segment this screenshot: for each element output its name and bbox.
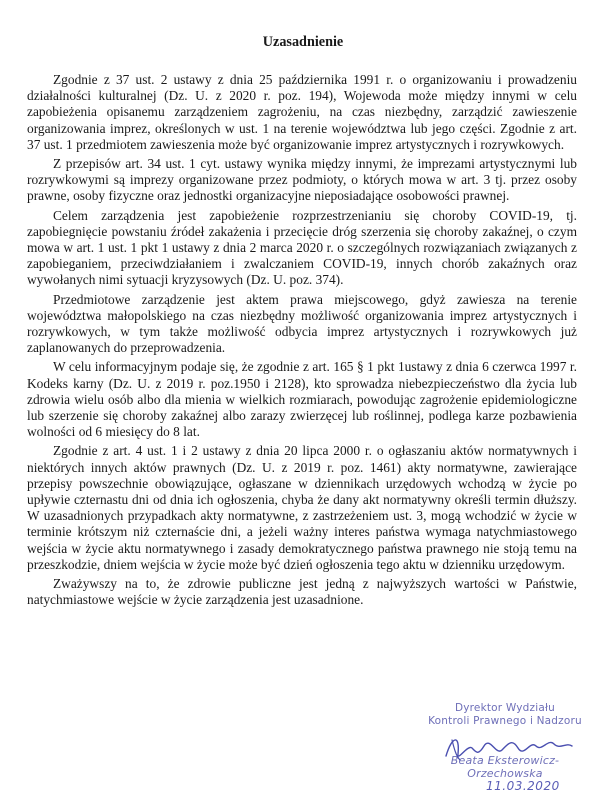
paragraph: W celu informacyjnym podaje się, że zgodnie z art. 165 § 1 pkt 1ustawy z dnia 6 czerwca 1997 r. Kodeks karny (Dz. U. z 2019 r. poz.1950 i 2128), kto sprowadza niebezpieczeństwo dla życia lub zdrowia wielu osób albo dla mienia w wielkich rozmiarach, powodując zagrożenie epidemiologiczne lub szerzenie się choroby zakaźnej albo zarazy zwierzęcej lub roślinnej, podlega karze pozbawienia wolności od 6 miesięcy do 8 lat. xyxy=(27,359,577,440)
document-title: Uzasadnienie xyxy=(262,34,344,50)
paragraph: Zgodnie z 37 ust. 2 ustawy z dnia 25 października 1991 r. o organizowaniu i prowadzeniu działalności kulturalnej (Dz. U. z 2020 r. poz. 194), Wojewoda może między innymi w celu zapobieżenia opisanemu zarządzeniem zagrożeniu, na czas niezbędny, zarządzić zawieszenie organizowania imprez, określonych w ust. 1 na terenie województwa lub jego części. Zgodnie z art. 37 ust. 1 przedmiotem zawieszenia może być organizowanie imprez artystycznych i rozrywkowych. xyxy=(27,72,577,152)
stamp-title-line: Dyrektor Wydziału xyxy=(454,702,556,714)
paragraph: Celem zarządzenia jest zapobieżenie rozprzestrzenianiu się choroby COVID-19, tj. zapobiegnięcie powstaniu źródeł zakażenia i przecięcie dróg szerzenia się choroby zakaźnej, o czym mowa w art. 1 ust. 1 pkt 1 ustawy z dnia 2 marca 2020 r. o szczególnych rozwiązaniach związanych z zapobieganiem, przeciwdziałaniem i zwalczaniem COVID-19, innych chorób zakaźnych oraz wywołanych nimi sytuacji kryzysowych (Dz. U. poz. 374). xyxy=(27,207,577,288)
paragraph: Zgodnie z art. 4 ust. 1 i 2 ustawy z dnia 20 lipca 2000 r. o ogłaszaniu aktów normatywnych i niektórych innych aktów prawnych (Dz. U. z 2019 r. poz. 1461) akty normatywne, zawierające przepisy powszechnie obowiązujące, ogłaszane w dziennikach urzędowych wchodzą w życie po upływie czternastu dni od dnia ich ogłoszenia, chyba że dany akt normatywny określi termin dłuższy. W uzasadnionych przypadkach akty normatywne, z zastrzeżeniem ust. 3, mogą wchodzić w życie w terminie krótszym niż czternaście dni, a jeżeli ważny interes państwa wymaga natychmiastowego wejścia w życie aktu normatywnego i zasady demokratycznego państwa prawnego nie stoją temu na przeszkodzie, dniem wejścia w życie może być dzień ogłoszenia tego aktu w dzienniku urzędowym. xyxy=(27,443,577,572)
handwritten-signature xyxy=(438,726,588,766)
paragraph: Zważywszy na to, że zdrowie publiczne jest jedną z najwyższych wartości w Państwie, natychmiastowe wejście w życie zarządzenia jest uzasadnione. xyxy=(27,576,577,608)
paragraph: Przedmiotowe zarządzenie jest aktem prawa miejscowego, gdyż zawiesza na terenie województwa małopolskiego na czas niezbędny możliwość organizowania imprez artystycznych i rozrywkowych, w tym także możliwość odbycia imprez artystycznych i rozrywkowych już zaplanowanych do przeprowadzenia. xyxy=(27,291,577,356)
paragraph: Z przepisów art. 34 ust. 1 cyt. ustawy wynika między innymi, że imprezami artystycznymi lub rozrywkowymi są imprezy organizowane przez podmioty, o których mowa w art. 3 tj. przez osoby prawne, osoby fizyczne oraz jednostki organizacyjne nieposiadające osobowości prawnej. xyxy=(27,156,577,204)
stamp-signatory-name: Beata Eksterowicz-Orzechowska xyxy=(450,754,560,780)
document-body xyxy=(27,72,577,612)
handwritten-date: 11.03.2020 xyxy=(486,779,560,793)
stamp-department-line: Kontroli Prawnego i Nadzoru xyxy=(428,715,582,727)
